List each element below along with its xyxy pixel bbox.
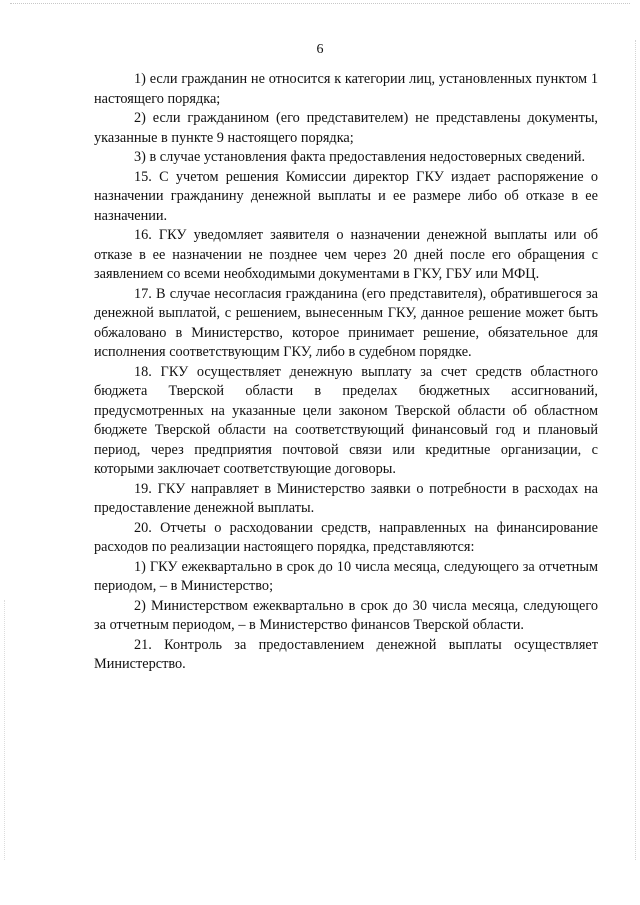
paragraph-item-1: 1) если гражданин не относится к категории лиц, установленных пунктом 1 настоящего порядка; (94, 71, 598, 107)
scan-artifact-right-edge (635, 40, 636, 860)
paragraph-20-item-1: 1) ГКУ ежеквартально в срок до 10 числа месяца, следующего за отчетным периодом, – в Министерство; (94, 558, 598, 594)
paragraph-item-2: 2) если гражданином (его представителем) не представлены документы, указанные в пункте 9 настоящего порядка; (94, 110, 598, 146)
scan-artifact-left-edge (4, 600, 5, 860)
page-number: 6 (316, 42, 324, 57)
scan-artifact-top (10, 3, 630, 4)
document-body (94, 70, 598, 675)
paragraph-15: 15. С учетом решения Комиссии директор ГКУ издает распоряжение о назначении гражданину денежной выплаты и ее размере либо об отказе в ее назначении. (94, 168, 598, 224)
paragraph-18: 18. ГКУ осуществляет денежную выплату за счет средств областного бюджета Тверской области в пределах бюджетных ассигнований, предусмотренных на указанные цели законом Тверской области об областном бюджете Тверской области на соответствующий финансовый год и плановый период, через предприятия почтовой связи или кредитные организации, с которыми заключает соответствующие договоры. (94, 363, 598, 477)
paragraph-16: 16. ГКУ уведомляет заявителя о назначении денежной выплаты или об отказе в ее назначении не позднее чем через 20 дней после его обращения с заявлением со всеми необходимыми документами в ГКУ, ГБУ или МФЦ. (94, 227, 598, 282)
paragraph-19: 19. ГКУ направляет в Министерство заявки о потребности в расходах на предоставление денежной выплаты. (94, 480, 598, 516)
paragraph-17: 17. В случае несогласия гражданина (его представителя), обратившегося за денежной выплатой, с решением, вынесенным ГКУ, данное решение может быть обжаловано в Министерство, которое принимает решение, обязательное для исполнения соответствующим ГКУ, либо в судебном порядке. (94, 285, 598, 360)
paragraph-20-item-2: 2) Министерством ежеквартально в срок до 30 числа месяца, следующего за отчетным периодом, – в Министерство финансов Тверской области. (94, 597, 598, 633)
paragraph-20: 20. Отчеты о расходовании средств, направленных на финансирование расходов по реализации настоящего порядка, представляются: (94, 519, 598, 555)
paragraph-item-3: 3) в случае установления факта предоставления недостоверных сведений. (134, 149, 586, 165)
paragraph-21: 21. Контроль за предоставлением денежной выплаты осуществляет Министерство. (94, 636, 598, 672)
